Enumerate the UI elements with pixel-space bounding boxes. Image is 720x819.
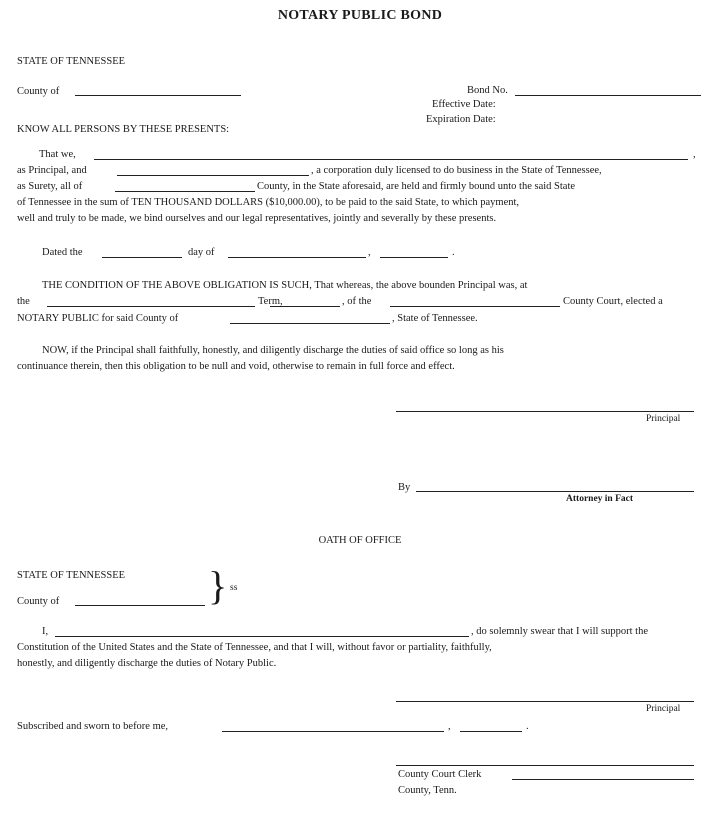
oath-name-field[interactable] bbox=[55, 636, 469, 637]
subscribed-text: Subscribed and sworn to before me, bbox=[17, 721, 169, 732]
condition-line-1: THE CONDITION OF THE ABOVE OBLIGATION IS SUCH, That whereas, the above bounden Principal was, at bbox=[42, 280, 528, 291]
clerk-signature-line[interactable] bbox=[396, 765, 694, 766]
now-clause-line-1: NOW, if the Principal shall faithfully, honestly, and diligently discharge the duties of said office so long as his bbox=[42, 345, 504, 356]
surety-name-field[interactable] bbox=[117, 175, 309, 176]
dated-month-field[interactable] bbox=[228, 257, 366, 258]
oath-principal-caption: Principal bbox=[646, 704, 681, 714]
court-county-field[interactable] bbox=[390, 306, 560, 307]
state-tn-text: , State of Tennessee. bbox=[392, 313, 478, 324]
notary-county-field[interactable] bbox=[230, 323, 390, 324]
subscribed-year-field[interactable] bbox=[460, 731, 522, 732]
oath-i-label: I, bbox=[42, 626, 49, 637]
principal-signature-line[interactable] bbox=[396, 411, 694, 412]
as-principal-label: as Principal, and bbox=[17, 165, 87, 176]
obligation-line-4: well and truly to be made, we bind ourselves and our legal representatives, jointly and severally by these presents. bbox=[17, 213, 497, 224]
county-court-text: County Court, elected a bbox=[563, 296, 663, 307]
attorney-in-fact-caption: Attorney in Fact bbox=[566, 494, 634, 504]
attorney-signature-line[interactable] bbox=[416, 491, 694, 492]
ss-label: ss bbox=[230, 583, 238, 593]
oath-line-3: honestly, and diligently discharge the duties of Notary Public. bbox=[17, 658, 277, 669]
day-of-label: day of bbox=[188, 247, 215, 258]
county-tenn-label: County, Tenn. bbox=[398, 785, 457, 796]
oath-swear-text: , do solemnly swear that I will support the bbox=[471, 626, 649, 637]
subscribed-period: . bbox=[526, 721, 529, 732]
principal-caption: Principal bbox=[646, 414, 681, 424]
dated-year-field[interactable] bbox=[380, 257, 448, 258]
term-year-field[interactable] bbox=[270, 306, 340, 307]
of-the-label: , of the bbox=[342, 296, 372, 307]
dated-comma: , bbox=[368, 247, 371, 258]
county-label: County of bbox=[17, 86, 60, 97]
obligation-line-3: of Tennessee in the sum of TEN THOUSAND DOLLARS ($10,000.00), to be paid to the said State, to which payment, bbox=[17, 197, 520, 208]
clerk-name-field[interactable] bbox=[512, 779, 694, 780]
notary-for-text: NOTARY PUBLIC for said County of bbox=[17, 313, 179, 324]
as-surety-label: as Surety, all of bbox=[17, 181, 83, 192]
document-title: NOTARY PUBLIC BOND bbox=[277, 8, 443, 23]
effective-date-label: Effective Date: bbox=[432, 99, 496, 110]
the-label: the bbox=[17, 296, 30, 307]
county-aforesaid-text: County, in the State aforesaid, are held and firmly bound unto the said State bbox=[257, 181, 576, 192]
that-we-label: That we, bbox=[39, 149, 76, 160]
dated-day-field[interactable] bbox=[102, 257, 182, 258]
brace-icon: } bbox=[208, 563, 228, 608]
bond-no-field[interactable] bbox=[515, 95, 701, 96]
oath-state-label: STATE OF TENNESSEE bbox=[17, 570, 126, 581]
by-label: By bbox=[398, 482, 411, 493]
subscribed-comma: , bbox=[448, 721, 451, 732]
term-field[interactable] bbox=[47, 306, 255, 307]
county-field[interactable] bbox=[75, 95, 241, 96]
oath-county-field[interactable] bbox=[75, 605, 205, 606]
now-clause-line-2: continuance therein, then this obligation to be null and void, otherwise to remain in full force and effect. bbox=[17, 361, 455, 372]
comma: , bbox=[693, 149, 696, 160]
oath-county-label: County of bbox=[17, 596, 60, 607]
expiration-date-label: Expiration Date: bbox=[426, 114, 496, 125]
oath-principal-signature-line[interactable] bbox=[396, 701, 694, 702]
dated-the-label: Dated the bbox=[42, 247, 83, 258]
surety-county-field[interactable] bbox=[115, 191, 255, 192]
corporation-text: , a corporation duly licensed to do business in the State of Tennessee, bbox=[311, 165, 602, 176]
dated-period: . bbox=[452, 247, 455, 258]
oath-line-2: Constitution of the United States and the State of Tennessee, and that I will, without favor or partiality, faithfully, bbox=[17, 642, 492, 653]
bond-no-label: Bond No. bbox=[467, 85, 508, 96]
subscribed-date-field[interactable] bbox=[222, 731, 444, 732]
term-label: Term, bbox=[258, 296, 283, 307]
principal-names-field[interactable] bbox=[94, 159, 688, 160]
clerk-label: County Court Clerk bbox=[398, 769, 482, 780]
oath-title: OATH OF OFFICE bbox=[318, 535, 402, 546]
know-all-text: KNOW ALL PERSONS BY THESE PRESENTS: bbox=[17, 124, 230, 135]
state-label: STATE OF TENNESSEE bbox=[17, 56, 126, 67]
